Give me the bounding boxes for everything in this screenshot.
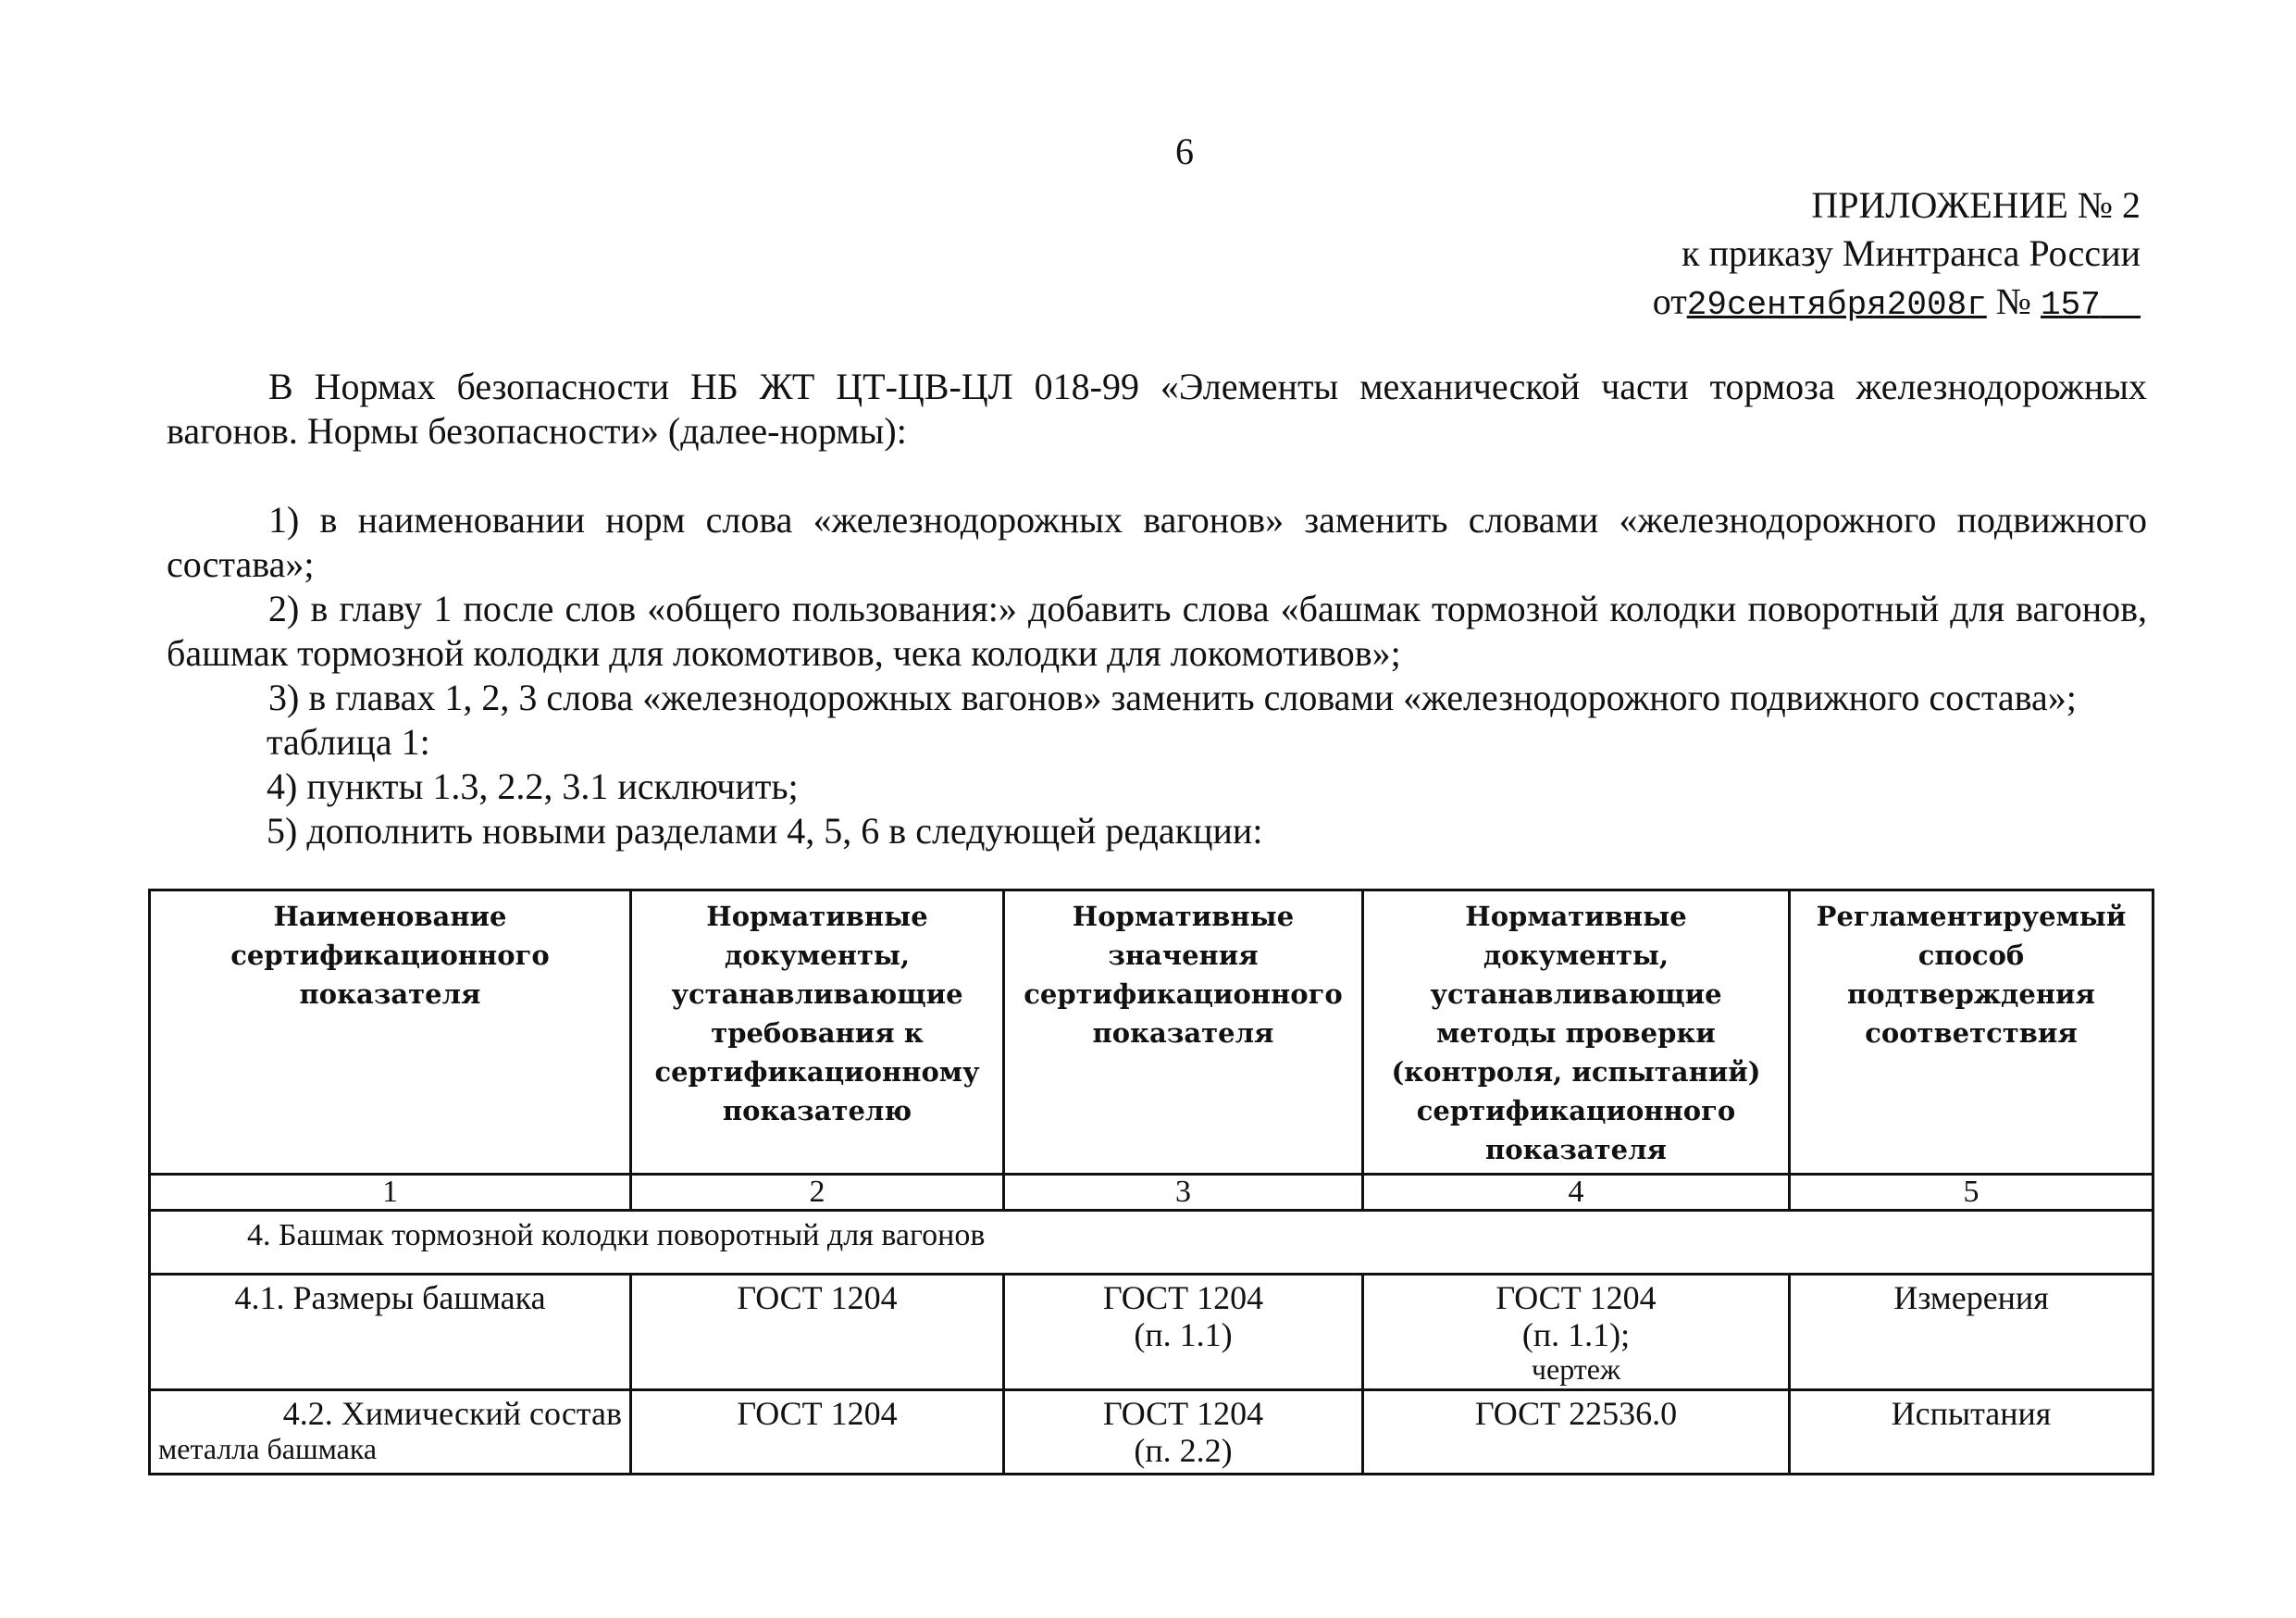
column-number: 2 bbox=[631, 1175, 1004, 1211]
column-number: 4 bbox=[1363, 1175, 1790, 1211]
item-3: 3) в главах 1, 2, 3 слова «железнодорожных вагонов» заменить словами «железнодорожного подвижного состава»; bbox=[268, 677, 2077, 718]
row-name: 4.1. Размеры башмака bbox=[150, 1275, 631, 1390]
table-row bbox=[150, 1390, 2153, 1475]
row-values-ref: (п. 1.1) bbox=[1134, 1316, 1233, 1353]
appendix-date-prefix: от bbox=[1652, 280, 1687, 322]
column-number: 1 bbox=[150, 1175, 631, 1211]
table-label: таблица 1: bbox=[267, 721, 430, 763]
certification-table bbox=[148, 889, 2154, 1475]
appendix-date-line bbox=[1653, 278, 2141, 330]
appendix-number-underline-tail bbox=[2101, 286, 2141, 324]
row-values-doc: ГОСТ 1204 bbox=[1102, 1279, 1264, 1316]
intro-paragraph: В Нормах безопасности НБ ЖТ ЦТ-ЦВ-ЦЛ 018-99 «Элементы механической части тормоза железнодорожных вагонов. Нормы безопасности» (далее-нормы): bbox=[167, 366, 2147, 452]
row-values bbox=[1004, 1390, 1363, 1475]
appendix-number-fill: 157 bbox=[2040, 286, 2101, 324]
row-method-doc: ГОСТ 1204 bbox=[1496, 1279, 1657, 1316]
item-1: 1) в наименовании норм слова «железнодорожных вагонов» заменить словами «железнодорожного подвижного состава»; bbox=[167, 499, 2147, 585]
item-4: 4) пункты 1.3, 2.2, 3.1 исключить; bbox=[267, 765, 799, 807]
appendix-title: ПРИЛОЖЕНИЕ № 2 bbox=[1811, 184, 2141, 226]
column-number: 5 bbox=[1790, 1175, 2153, 1211]
row-values-ref: (п. 2.2) bbox=[1134, 1432, 1233, 1469]
row-req-doc: ГОСТ 1204 bbox=[631, 1390, 1004, 1475]
row-method bbox=[1363, 1275, 1790, 1390]
row-method-ref: (п. 1.1); bbox=[1521, 1316, 1631, 1353]
column-number: 3 bbox=[1004, 1175, 1363, 1211]
section-row bbox=[150, 1211, 2153, 1275]
section-title: 4. Башмак тормозной колодки поворотный для вагонов bbox=[150, 1211, 2153, 1275]
row-req-doc: ГОСТ 1204 bbox=[631, 1275, 1004, 1390]
table-header-row bbox=[150, 890, 2153, 1175]
column-number-row bbox=[150, 1175, 2153, 1211]
page-number: 6 bbox=[1175, 131, 1194, 172]
header-cell: Наименование сертификационного показателя bbox=[150, 890, 631, 1175]
row-name-part1: 4.2. Химический состав bbox=[282, 1395, 622, 1432]
row-method-extra: чертеж bbox=[1531, 1352, 1621, 1386]
header-cell: Нормативные документы, устанавливающие методы проверки (контроля, испытаний) сертификационного показателя bbox=[1363, 890, 1790, 1175]
row-values-doc: ГОСТ 1204 bbox=[1102, 1395, 1264, 1432]
row-name-part2: металла башмака bbox=[158, 1432, 378, 1465]
item-2: 2) в главу 1 после слов «общего пользования:» добавить слова «башмак тормозной колодки поворотный для вагонов, башмак тормозной колодки для локомотивов, чека колодки для локомотивов»; bbox=[167, 588, 2147, 674]
header-cell: Регламентируемый способ подтверждения соответствия bbox=[1790, 890, 2153, 1175]
header-cell: Нормативные документы, устанавливающие требования к сертификационному показателю bbox=[631, 890, 1004, 1175]
row-confirmation: Испытания bbox=[1790, 1390, 2153, 1475]
row-values bbox=[1004, 1275, 1363, 1390]
appendix-date-fill: 29сентября2008г bbox=[1686, 286, 1987, 324]
appendix-order-line: к приказу Минтранса России bbox=[1682, 232, 2141, 274]
row-name bbox=[150, 1390, 631, 1475]
row-method-doc: ГОСТ 22536.0 bbox=[1363, 1390, 1790, 1475]
appendix-header bbox=[1653, 181, 2141, 330]
table-row bbox=[150, 1275, 2153, 1390]
appendix-number-label: № bbox=[1995, 280, 2031, 322]
item-5: 5) дополнить новыми разделами 4, 5, 6 в следующей редакции: bbox=[267, 810, 1263, 852]
header-cell: Нормативные значения сертификационного показателя bbox=[1004, 890, 1363, 1175]
row-confirmation: Измерения bbox=[1790, 1275, 2153, 1390]
